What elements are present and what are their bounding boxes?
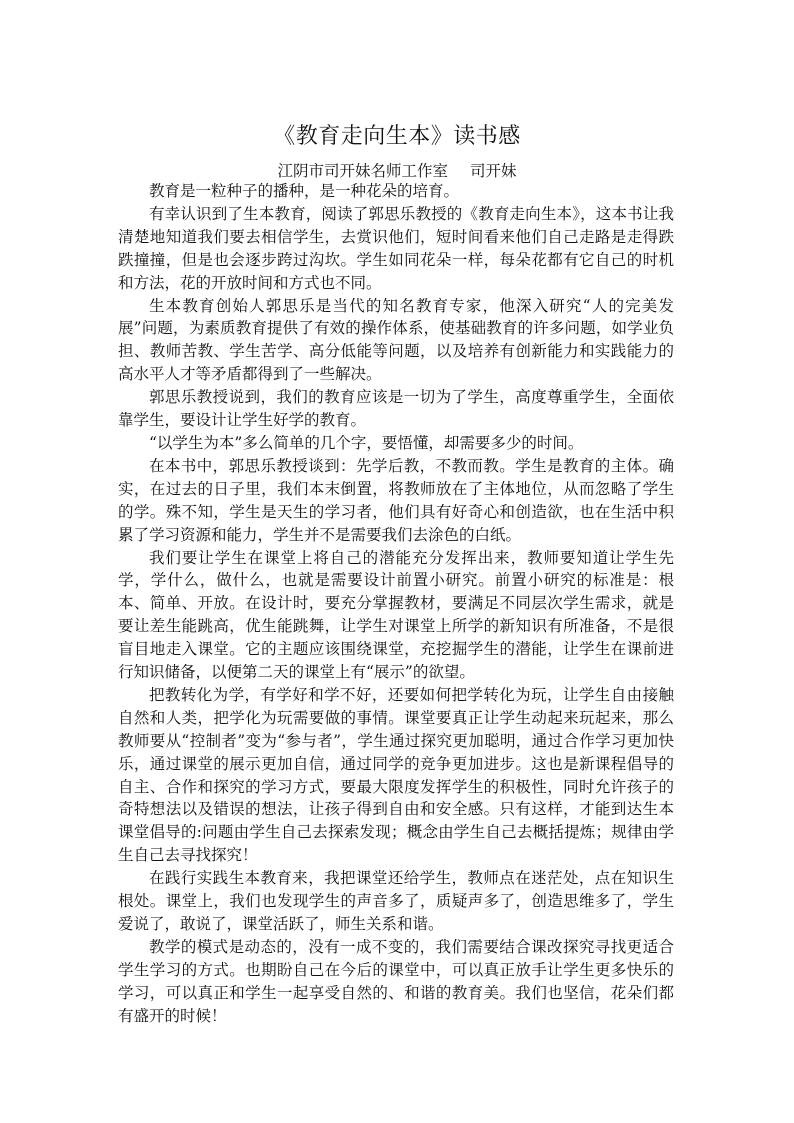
paragraph-9: 在践行实践生本教育来，我把课堂还给学生，教师点在迷茫处，点在知识生根处。课堂上，我们也发现学生的声音多了，质疑声多了，创造思维多了，学生爱说了，敢说了，课堂活跃了，师生关系和谐。	[118, 869, 674, 933]
document-title: 《教育走向生本》读书感	[273, 124, 521, 149]
paragraph-1: 教育是一粒种子的播种，是一种花朵的培育。	[149, 182, 460, 200]
paragraph-10: 教学的模式是动态的，没有一成不变的，我们需要结合课改探究寻找更适合学生学习的方式。也期盼自己在今后的课堂中，可以真正放手让学生更多快乐的学习，可以真正和学生一起享受自然的、和谐的教育美。我们也坚信，花朵们都有盛开的时候！	[118, 937, 674, 1025]
document-body	[118, 180, 674, 1028]
author-name: 司开妹	[470, 162, 517, 180]
author-org: 江阴市司开妹名师工作室	[277, 162, 448, 180]
paragraph-4: 郭思乐教授说到，我们的教育应该是一切为了学生，高度尊重学生，全面依靠学生，要设计让学生好学的教育。	[118, 388, 674, 430]
paragraph-2: 有幸认识到了生本教育，阅读了郭思乐教授的《教育走向生本》，这本书让我清楚地知道我们要去相信学生，去赏识他们，短时间看来他们自己走路是走得跌跌撞撞，但是也会逐步跨过沟坎。学生如同花朵一样，每朵花都有它自己的时机和方法，花的开放时间和方式也不同。	[118, 204, 674, 292]
author-byline	[0, 160, 794, 182]
paragraph-5: “以学生为本”多么简单的几个字，要悟懂，却需要多少的时间。	[149, 433, 584, 452]
paragraph-7: 我们要让学生在课堂上将自己的潜能充分发挥出来，教师要知道让学生先学，学什么，做什么，也就是需要设计前置小研究。前置小研究的标准是：根本、简单、开放。在设计时，要充分掌握教材，要满足不同层次学生需求，就是要让差生能跳高，优生能跳舞，让学生对课堂上所学的新知识有所准备，不是很盲目地走入课堂。它的主题应该围绕课堂，充挖掘学生的潜能，让学生在课前进行知识储备，以便第二天的课堂上有“展示”的欲望。	[118, 548, 674, 682]
paragraph-6: 在本书中，郭思乐教授谈到：先学后教，不教而教。学生是教育的主体。确实，在过去的日子里，我们本末倒置，将教师放在了主体地位，从而忽略了学生的学。殊不知，学生是天生的学习者，他们具有好奇心和创造欲，也在生活中积累了学习资源和能力，学生并不是需要我们去涂色的白纸。	[118, 456, 674, 544]
paragraph-3: 生本教育创始人郭思乐是当代的知名教育专家，他深入研究“人的完美发展”问题，为素质教育提供了有效的操作体系，使基础教育的许多问题，如学业负担、教师苦教、学生苦学、高分低能等问题，以及培养有创新能力和实践能力的高水平人才等矛盾都得到了一些解决。	[118, 296, 674, 384]
paragraph-8: 把教转化为学，有学好和学不好，还要如何把学转化为玩，让学生自由接触自然和人类，把学化为玩需要做的事情。课堂要真正让学生动起来玩起来，那么教师要从“控制者”变为“参与者”，学生通过探究更加聪明，通过合作学习更加快乐，通过课堂的展示更加自信，通过同学的竞争更加进步。这也是新课程倡导的自主、合作和探究的学习方式，要最大限度发挥学生的积极性，同时允许孩子的奇特想法以及错误的想法，让孩子得到自由和安全感。只有这样，才能到达生本课堂倡导的:问题由学生自己去探索发现；概念由学生自己去概括提炼；规律由学生自己去寻找探究！	[118, 685, 674, 865]
